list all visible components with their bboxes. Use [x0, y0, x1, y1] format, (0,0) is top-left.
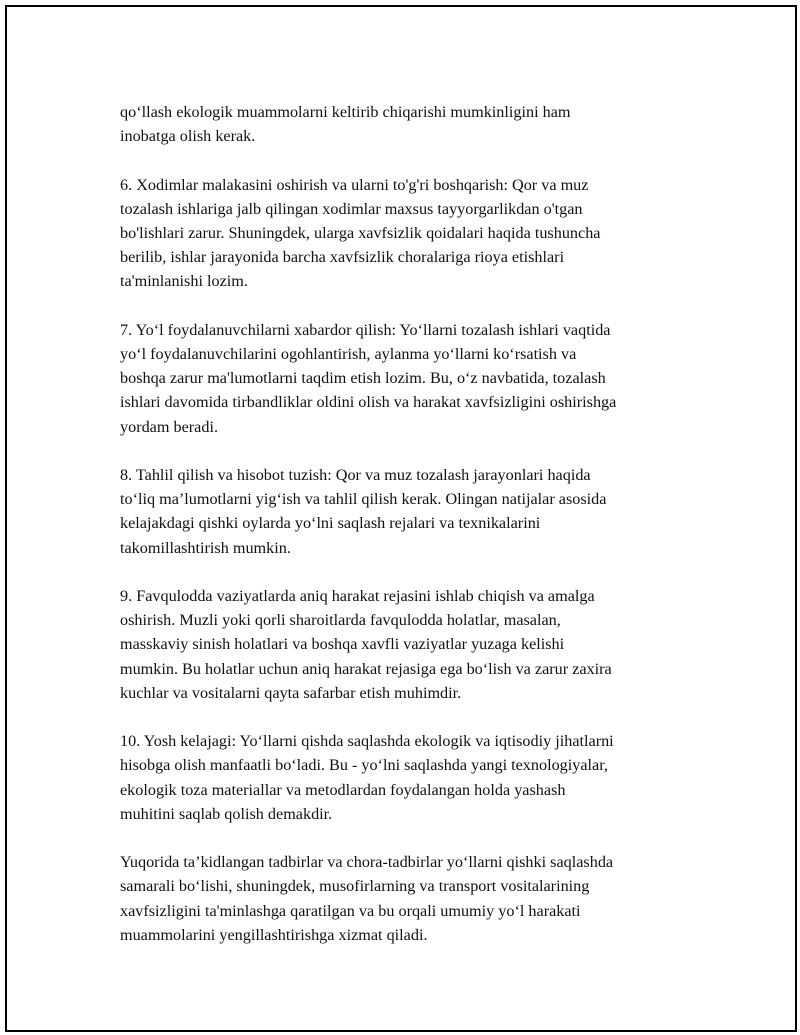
paragraph-item-8 [120, 463, 710, 560]
text-line: oshirish. Muzli yoki qorli sharoitlarda favqulodda holatlar, masalan, [120, 611, 561, 630]
text-line: boshqa zarur ma'lumotlarni taqdim etish lozim. Bu, o‘z navbatida, tozalash [120, 369, 606, 388]
text-line: takomillashtirish mumkin. [120, 538, 291, 557]
text-line: mumkin. Bu holatlar uchun aniq harakat rejasiga ega bo‘lish va zarur zaxira [120, 659, 612, 678]
text-line: berilib, ishlar jarayonida barcha xavfsizlik choralariga rioya etishlari [120, 248, 565, 267]
text-line: ta'minlanishi lozim. [120, 272, 248, 291]
text-line: ishlari davomida tirbandliklar oldini olish va harakat xavfsizligini oshirishga [120, 393, 617, 412]
text-line: 9. Favqulodda vaziyatlarda aniq harakat rejasini ishlab chiqish va amalga [120, 587, 595, 605]
text-line: to‘liq ma’lumotlarni yig‘ish va tahlil qilish kerak. Olingan natijalar asosida [120, 490, 607, 509]
text-line: 7. Yo‘l foydalanuvchilarni xabardor qilish: Yo‘llarni tozalash ishlari vaqtida [120, 320, 611, 339]
text-line: qo‘llash ekologik muammolarni keltirib chiqarishi mumkinligini ham [120, 103, 571, 121]
paragraph-item-9 [120, 584, 710, 705]
text-line: 10. Yosh kelajagi: Yo‘llarni qishda saqlashda ekologik va iqtisodiy jihatlarni [120, 732, 614, 751]
page-frame [5, 5, 797, 1032]
paragraph-item-7 [120, 318, 710, 439]
text-line: kuchlar va vositalarni qayta safarbar etish muhimdir. [120, 683, 462, 702]
paragraph-item-10 [120, 729, 710, 826]
text-line: masskaviy sinish holatlari va boshqa xavfli vaziyatlar yuzaga kelishi [120, 635, 565, 654]
text-line: kelajakdagi qishki oylarda yo‘lni saqlash rejalari va texnikalarini [120, 514, 541, 533]
paragraph-conclusion [120, 850, 710, 947]
text-line: 6. Xodimlar malakasini oshirish va ularni to'g'ri boshqarish: Qor va muz [120, 175, 589, 194]
text-line: muammolarini yengillashtirishga xizmat qiladi. [120, 925, 428, 944]
text-line: hisobga olish manfaatli bo‘ladi. Bu - yo‘lni saqlashda yangi texnologiyalar, [120, 756, 609, 775]
text-line: muhitini saqlab qolish demakdir. [120, 804, 333, 823]
text-line: inobatga olish kerak. [120, 127, 256, 146]
text-line: xavfsizligini ta'minlashga qaratilgan va bu orqali umumiy yo‘l harakati [120, 901, 581, 920]
text-line: tozalash ishlariga jalb qilingan xodimlar maxsus tayyorgarlikdan o'tgan [120, 199, 583, 218]
text-line: ekologik toza materiallar va metodlardan foydalangan holda yashash [120, 780, 566, 799]
text-line: 8. Tahlil qilish va hisobot tuzish: Qor va muz tozalash jarayonlari haqida [120, 466, 591, 484]
document-body [120, 100, 710, 971]
text-line: yordam beradi. [120, 417, 218, 436]
text-line: bo'lishlari zarur. Shuningdek, ularga xavfsizlik qoidalari haqida tushuncha [120, 224, 601, 242]
text-line: yo‘l foydalanuvchilarini ogohlantirish, aylanma yo‘llarni ko‘rsatish va [120, 345, 577, 363]
paragraph-intro-continuation [120, 100, 710, 148]
text-line: samarali bo‘lishi, shuningdek, musofirlarning va transport vositalarining [120, 877, 590, 896]
paragraph-item-6 [120, 173, 710, 294]
text-line: Yuqorida ta’kidlangan tadbirlar va chora-tadbirlar yo‘llarni qishki saqlashda [120, 853, 614, 872]
